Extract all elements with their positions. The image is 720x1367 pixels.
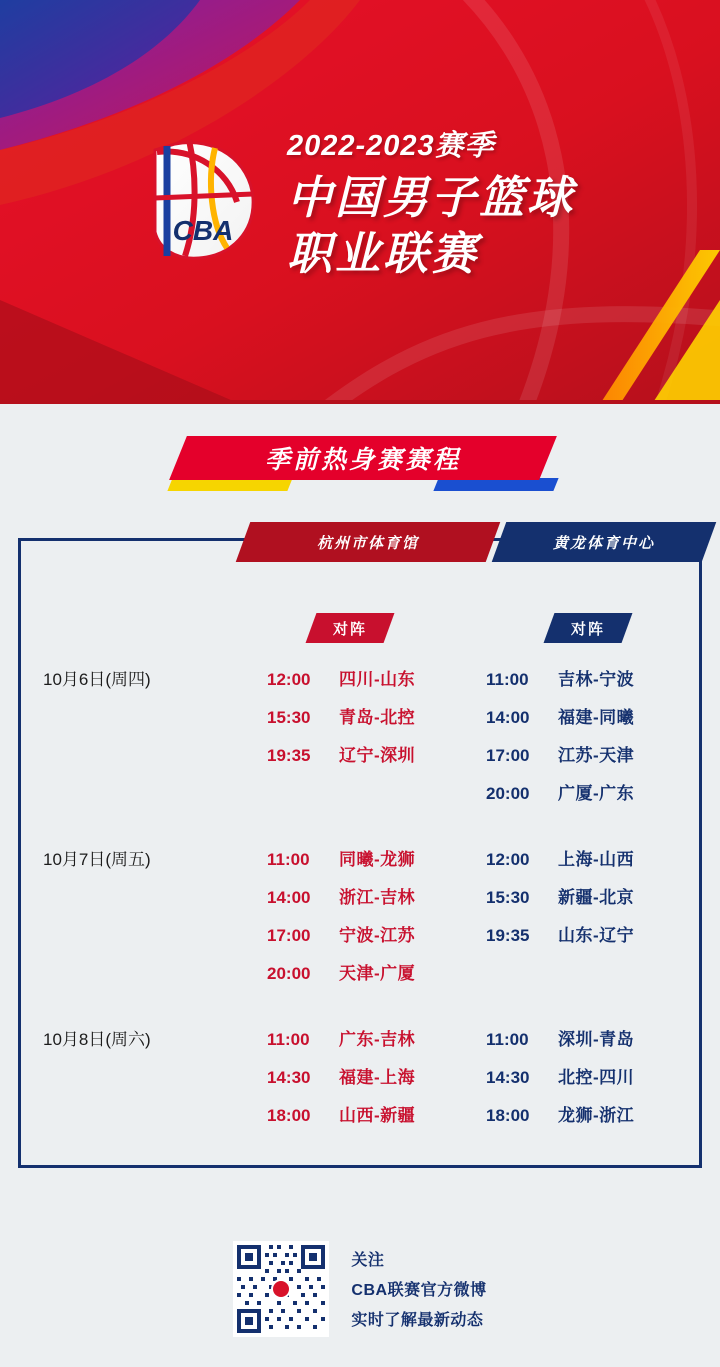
game-row [267,1059,486,1097]
day-venue-1-games [267,1021,486,1135]
day-venue-2-games [486,661,705,813]
game-row [267,879,486,917]
game-matchup: 上海-山西 [558,850,635,869]
game-row [486,1097,705,1135]
section-banner-zone [0,404,720,522]
game-matchup: 吉林-宁波 [558,670,635,689]
game-time: 19:35 [267,746,311,765]
title-line-2: 职业联赛 [286,227,479,279]
venue-tab-2-label: 黄龙体育中心 [552,534,655,552]
footer-text-block [351,1247,486,1330]
footer-line-3: 实时了解最新动态 [351,1312,484,1329]
day-venue-2-games [486,1021,705,1135]
venue-tab-1 [243,522,493,562]
day-block [21,661,705,813]
game-time: 17:00 [267,926,311,945]
game-time: 17:00 [486,746,530,765]
game-time: 15:30 [267,708,311,727]
footer [0,1210,720,1367]
game-time: 14:30 [267,1068,311,1087]
game-time: 14:00 [267,888,311,907]
game-row [486,841,705,879]
venue-header-row [21,522,705,562]
game-time: 11:00 [486,1030,529,1049]
banner-label: 季前热身赛赛程 [264,446,461,474]
game-row [486,917,705,955]
game-matchup: 龙狮-浙江 [558,1106,635,1125]
game-matchup: 广东-吉林 [339,1030,416,1049]
game-matchup: 青岛-北控 [339,708,416,727]
game-time: 14:30 [486,1068,530,1087]
game-matchup: 宁波-江苏 [339,926,416,945]
column-header-venue-2-label: 对阵 [570,620,605,638]
game-matchup: 同曦-龙狮 [339,850,416,869]
game-matchup: 福建-上海 [339,1068,416,1087]
season-label: 2022-2023赛季 [286,129,495,162]
game-time: 15:30 [486,888,530,907]
game-time: 11:00 [267,850,310,869]
game-time: 11:00 [486,670,529,689]
game-row [486,775,705,813]
game-row [267,699,486,737]
column-header-venue-1 [311,613,389,643]
day-venue-2-games [486,841,705,993]
game-matchup: 四川-山东 [339,670,416,689]
game-row [267,841,486,879]
title-line-1: 中国男子篮球 [286,171,575,223]
venue-tab-2 [499,522,709,562]
schedule-grid [21,661,705,1163]
game-matchup: 天津-广厦 [339,964,416,983]
game-time: 20:00 [486,784,530,803]
game-row [267,661,486,699]
game-matchup: 新疆-北京 [558,888,635,907]
qr-code[interactable] [233,1241,329,1337]
game-time: 20:00 [267,964,311,983]
svg-text:CBA: CBA [172,215,234,246]
game-matchup: 山西-新疆 [339,1106,416,1125]
day-block [21,841,705,993]
game-row [486,699,705,737]
game-matchup: 辽宁-深圳 [339,746,416,765]
game-row [486,1021,705,1059]
day-date: 10月8日(周六) [43,1030,151,1049]
day-venue-1-games [267,661,486,813]
game-matchup: 山东-辽宁 [558,926,635,945]
cba-logo [145,136,271,262]
game-row [267,955,486,993]
game-row [267,917,486,955]
game-row [486,737,705,775]
schedule-banner [168,434,558,492]
game-matchup: 深圳-青岛 [558,1030,635,1049]
game-matchup: 广厦-广东 [558,784,635,803]
game-matchup: 北控-四川 [558,1068,635,1087]
game-row [486,879,705,917]
game-row [267,737,486,775]
game-row [267,1021,486,1059]
game-time: 14:00 [486,708,530,727]
game-matchup: 浙江-吉林 [339,888,416,907]
game-row [486,661,705,699]
game-time: 18:00 [486,1106,530,1125]
day-date: 10月6日(周四) [43,670,151,689]
game-time: 11:00 [267,1030,310,1049]
day-venue-1-games [267,841,486,993]
game-time: 18:00 [267,1106,311,1125]
schedule-card [18,534,702,1168]
game-time: 12:00 [267,670,311,689]
column-header-venue-1-label: 对阵 [332,620,367,638]
column-header-row [21,613,705,647]
game-matchup: 江苏-天津 [558,746,635,765]
game-time: 19:35 [486,926,530,945]
game-time: 12:00 [486,850,530,869]
game-matchup: 福建-同曦 [558,708,635,727]
footer-line-1: 关注 [351,1252,385,1269]
day-block [21,1021,705,1135]
game-row [267,1097,486,1135]
footer-line-2: CBA联赛官方微博 [351,1282,487,1299]
day-date: 10月7日(周五) [43,850,151,869]
column-header-venue-2 [549,613,627,643]
venue-tab-1-label: 杭州市体育馆 [316,534,419,552]
header-banner [0,0,720,404]
game-row [486,1059,705,1097]
